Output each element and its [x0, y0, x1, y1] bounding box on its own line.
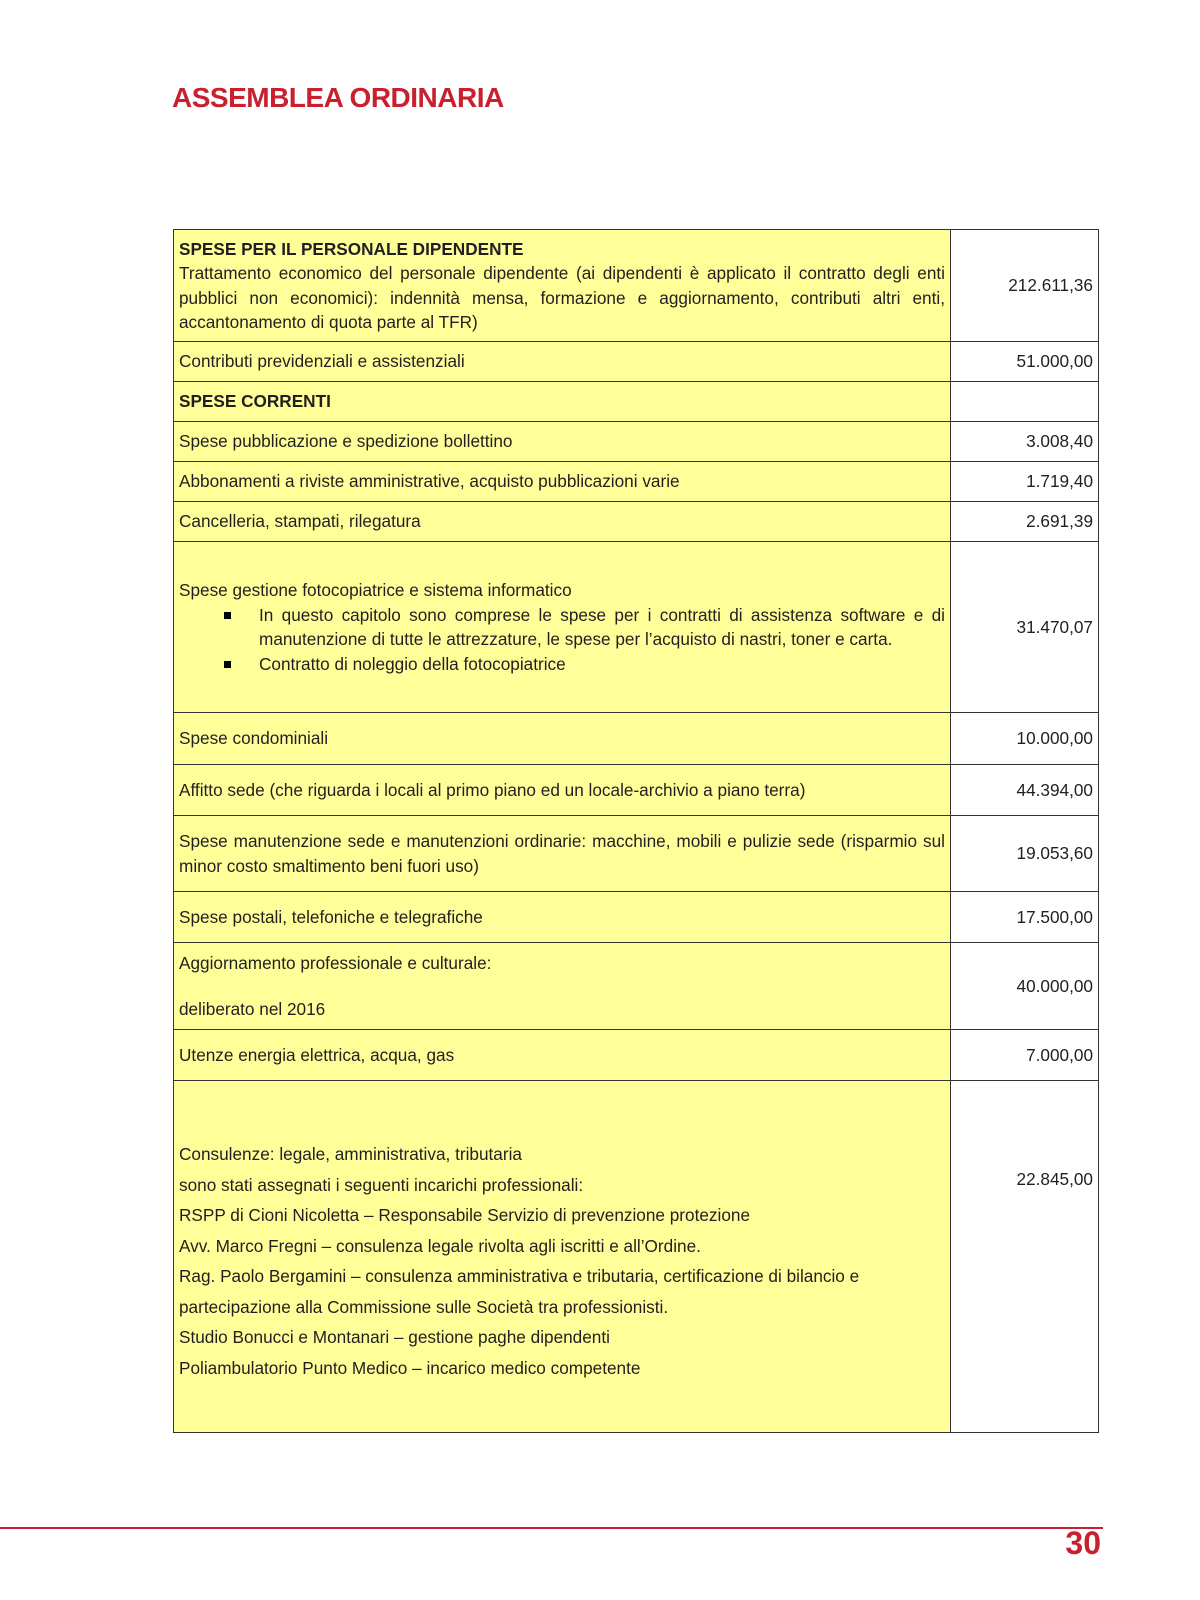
table-row — [174, 382, 1099, 422]
row-amount: 31.470,07 — [951, 542, 1099, 713]
table-row — [174, 713, 1099, 765]
section-heading: SPESE CORRENTI — [174, 382, 951, 422]
row-amount: 2.691,39 — [951, 502, 1099, 542]
table-row — [174, 816, 1099, 892]
table-row — [174, 230, 1099, 342]
table-row — [174, 1030, 1099, 1081]
table-row — [174, 1081, 1099, 1433]
consulenze-line: partecipazione alla Commissione sulle Società tra professionisti. — [179, 1296, 669, 1317]
table-row — [174, 943, 1099, 1030]
row-label: Spese gestione fotocopiatrice e sistema informatico — [179, 580, 572, 600]
row-label: Affitto sede (che riguarda i locali al primo piano ed un locale-archivio a piano terra) — [174, 765, 951, 816]
table-row — [174, 765, 1099, 816]
table-row — [174, 542, 1099, 713]
row-label: Cancelleria, stampati, rilegatura — [174, 502, 951, 542]
page-number: 30 — [1065, 1525, 1101, 1561]
row-consulenze-description — [174, 1081, 951, 1433]
budget-table — [173, 229, 1099, 1433]
row-amount: 40.000,00 — [951, 943, 1099, 1030]
row-amount: 10.000,00 — [951, 713, 1099, 765]
consulenze-line: RSPP di Cioni Nicoletta – Responsabile Servizio di prevenzione protezione — [179, 1205, 751, 1225]
row-label: Contributi previdenziali e assistenziali — [174, 342, 951, 382]
row-label: Spese pubblicazione e spedizione bollettino — [174, 422, 951, 462]
row-amount-empty — [951, 382, 1099, 422]
row-fotocopiatrice-description — [174, 542, 951, 713]
table-row — [174, 342, 1099, 382]
row-amount: 51.000,00 — [951, 342, 1099, 382]
consulenze-line: sono stati assegnati i seguenti incarichi professionali: — [179, 1174, 584, 1195]
table-row — [174, 422, 1099, 462]
consulenze-line: Poliambulatorio Punto Medico – incarico medico competente — [179, 1357, 641, 1378]
row-amount: 44.394,00 — [951, 765, 1099, 816]
row-amount: 212.611,36 — [951, 230, 1099, 342]
table-row — [174, 462, 1099, 502]
row-label: Spese manutenzione sede e manutenzioni ordinarie: macchine, mobili e pulizie sede (risparmio sul minor costo smaltimento beni fuori uso) — [174, 816, 951, 892]
consulenze-line: Rag. Paolo Bergamini – consulenza amministrativa e tributaria, certificazione di bilancio e — [179, 1266, 860, 1286]
consulenze-line: Studio Bonucci e Montanari – gestione paghe dipendenti — [179, 1327, 610, 1347]
row-amount: 1.719,40 — [951, 462, 1099, 502]
row-label: Abbonamenti a riviste amministrative, acquisto pubblicazioni varie — [174, 462, 951, 502]
row-amount: 7.000,00 — [951, 1030, 1099, 1081]
list-item: Contratto di noleggio della fotocopiatrice — [259, 652, 945, 677]
row-amount: 19.053,60 — [951, 816, 1099, 892]
page-title: ASSEMBLEA ORDINARIA — [172, 82, 504, 113]
row-personale-description — [174, 230, 951, 342]
row-amount: 22.845,00 — [951, 1081, 1099, 1433]
bullet-list — [179, 603, 945, 677]
row-aggiornamento-description — [174, 943, 951, 1030]
row-amount: 17.500,00 — [951, 892, 1099, 943]
row-label: Spese postali, telefoniche e telegrafiche — [174, 892, 951, 943]
table-row — [174, 502, 1099, 542]
table-row — [174, 892, 1099, 943]
row-text: Trattamento economico del personale dipendente (ai dipendenti è applicato il contratto degli enti pubblici non economici): indennità mensa, formazione e aggiornamento, contributi altri enti, accantonamento di quota parte al TFR) — [179, 263, 945, 332]
section-heading: SPESE PER IL PERSONALE DIPENDENTE — [179, 238, 524, 259]
consulenze-line: Avv. Marco Fregni – consulenza legale rivolta agli iscritti e all’Ordine. — [179, 1235, 701, 1256]
footer-divider — [0, 1527, 1103, 1529]
list-item: In questo capitolo sono comprese le spese per i contratti di assistenza software e di manutenzione di tutte le attrezzature, le spese per l’acquisto di nastri, toner e carta. — [259, 603, 945, 652]
row-sublabel: deliberato nel 2016 — [179, 998, 326, 1019]
row-label: Utenze energia elettrica, acqua, gas — [174, 1030, 951, 1081]
consulenze-line: Consulenze: legale, amministrativa, tributaria — [179, 1144, 522, 1164]
row-amount: 3.008,40 — [951, 422, 1099, 462]
row-label: Spese condominiali — [174, 713, 951, 765]
row-label: Aggiornamento professionale e culturale: — [179, 953, 492, 973]
